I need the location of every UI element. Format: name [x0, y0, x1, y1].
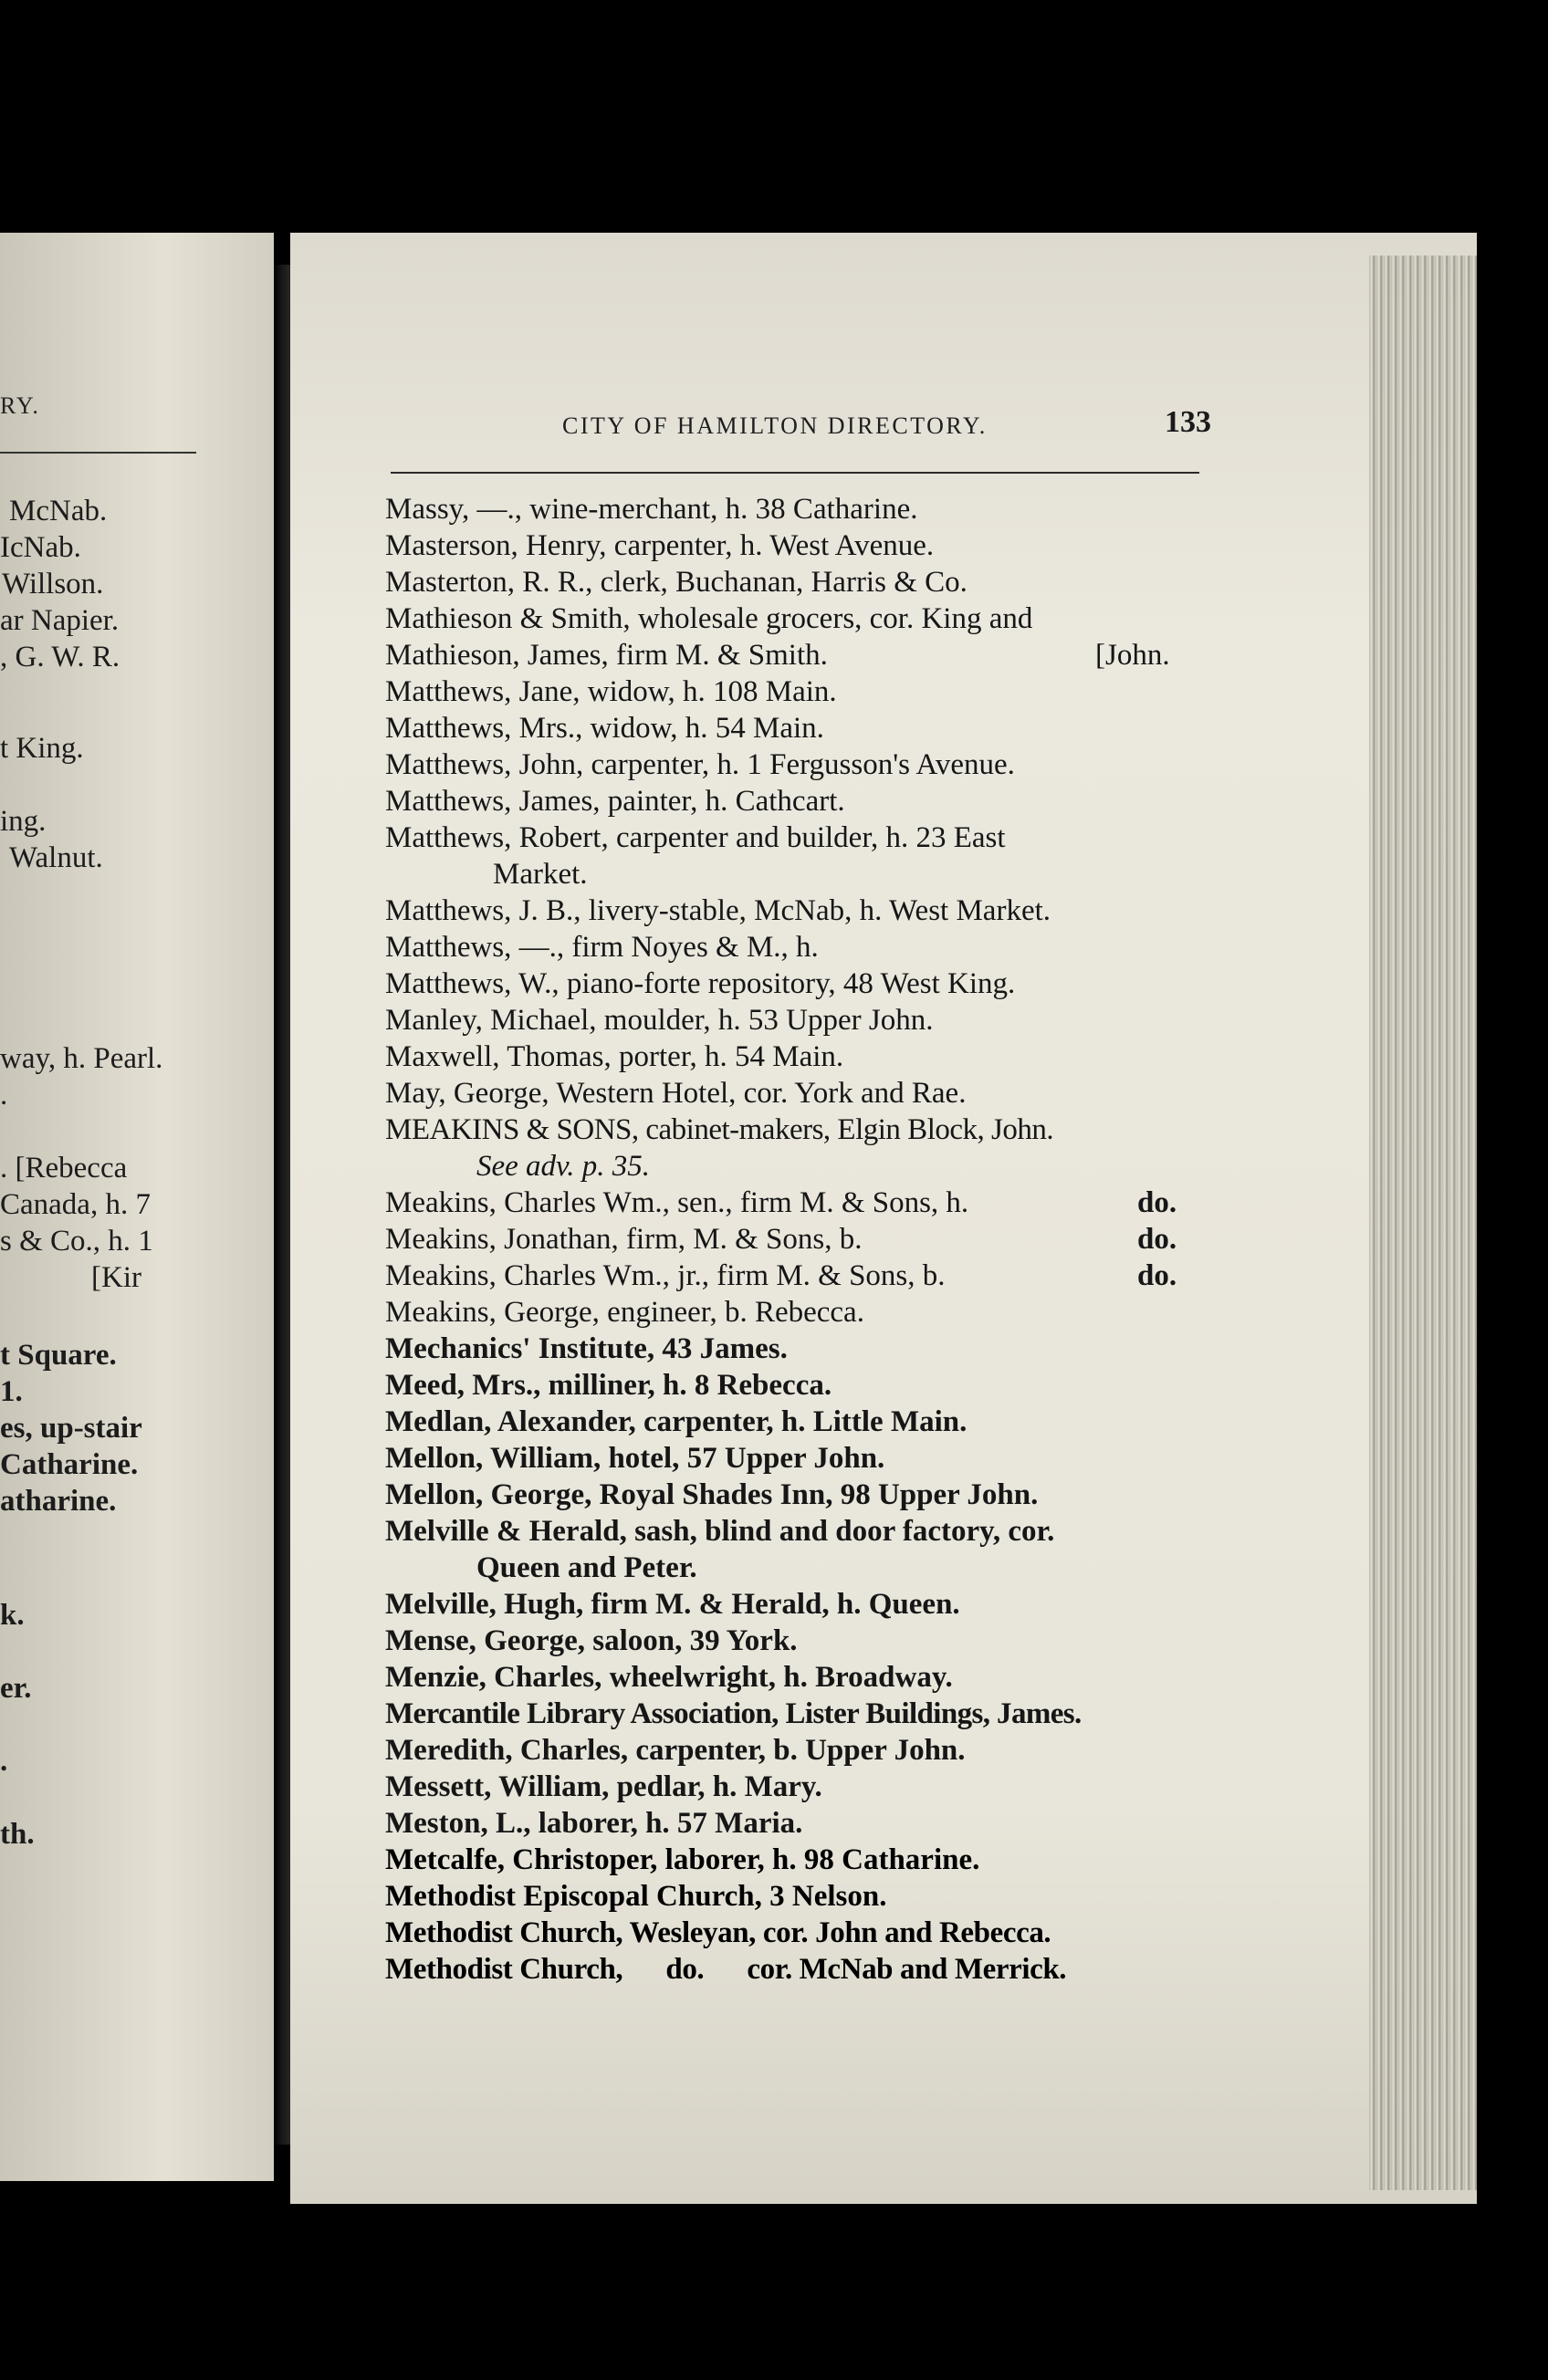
- directory-entry: Medlan, Alexander, carpenter, h. Little Main.: [385, 1405, 968, 1438]
- ditto-mark: do.: [1137, 1259, 1177, 1292]
- book-gutter: [274, 265, 292, 2145]
- directory-entry: Metcalfe, Christoper, laborer, h. 98 Catharine.: [385, 1843, 980, 1876]
- left-line: . [Rebecca: [0, 1152, 128, 1185]
- directory-entry: Melville, Hugh, firm M. & Herald, h. Queen.: [385, 1588, 960, 1621]
- directory-entry: MEAKINS & SONS, cabinet-makers, Elgin Block, John.: [385, 1113, 1054, 1146]
- directory-entry: Mense, George, saloon, 39 York.: [385, 1624, 798, 1657]
- head-rule: [391, 472, 1199, 474]
- running-head: CITY OF HAMILTON DIRECTORY.: [562, 412, 988, 439]
- directory-entry: Mathieson & Smith, wholesale grocers, cor. King and: [385, 602, 1033, 635]
- left-line: .: [0, 1745, 8, 1778]
- left-line: t King.: [0, 732, 84, 765]
- left-line: , G. W. R.: [0, 641, 120, 673]
- directory-entry: Maxwell, Thomas, porter, h. 54 Main.: [385, 1040, 844, 1073]
- left-line: IcNab.: [0, 531, 81, 564]
- directory-entry: Manley, Michael, moulder, h. 53 Upper John.: [385, 1004, 934, 1037]
- page-edges: [1369, 256, 1477, 2190]
- left-line: er.: [0, 1672, 32, 1705]
- directory-entry: Methodist Episcopal Church, 3 Nelson.: [385, 1880, 887, 1913]
- left-line: ar Napier.: [0, 604, 120, 637]
- previous-page-fragment: [0, 233, 274, 2181]
- left-line: ing.: [0, 805, 47, 838]
- directory-entry: Meakins, Charles Wm., jr., firm M. & Sons, b.: [385, 1259, 946, 1292]
- directory-entry: Matthews, —., firm Noyes & M., h.: [385, 931, 819, 964]
- directory-entry: May, George, Western Hotel, cor. York and Rae.: [385, 1077, 967, 1110]
- directory-entry: Massy, —., wine-merchant, h. 38 Catharine.: [385, 493, 918, 526]
- directory-entry: Meakins, George, engineer, b. Rebecca.: [385, 1296, 864, 1329]
- directory-entry: Mellon, George, Royal Shades Inn, 98 Upper John.: [385, 1478, 1039, 1511]
- directory-entry: Meston, L., laborer, h. 57 Maria.: [385, 1807, 803, 1840]
- page-number: 133: [1165, 405, 1211, 439]
- left-running-head: RY.: [0, 392, 40, 419]
- ditto-mark: do.: [1137, 1186, 1177, 1219]
- directory-entry: Mathieson, James, firm M. & Smith.: [385, 639, 828, 672]
- left-line: .: [0, 1079, 8, 1112]
- directory-entry-continuation: Market.: [493, 858, 588, 891]
- left-line: t Square.: [0, 1339, 117, 1372]
- directory-entry: Mellon, William, hotel, 57 Upper John.: [385, 1442, 885, 1475]
- directory-entry: Meakins, Charles Wm., sen., firm M. & Sons, h.: [385, 1186, 969, 1219]
- directory-entry: Matthews, John, carpenter, h. 1 Fergusson's Avenue.: [385, 748, 1015, 781]
- directory-entry: Matthews, Jane, widow, h. 108 Main.: [385, 675, 837, 708]
- directory-entry: Methodist Church, Wesleyan, cor. John and Rebecca.: [385, 1916, 1051, 1949]
- directory-entry: Meredith, Charles, carpenter, b. Upper John.: [385, 1734, 966, 1767]
- directory-entry: Matthews, Robert, carpenter and builder, h. 23 East: [385, 821, 1006, 854]
- left-line: Willson.: [2, 568, 104, 600]
- directory-entry: Matthews, W., piano-forte repository, 48 West King.: [385, 967, 1016, 1000]
- directory-entry: Mercantile Library Association, Lister Buildings, James.: [385, 1697, 1082, 1730]
- directory-entry: Methodist Church, do. cor. McNab and Merrick.: [385, 1953, 1067, 1986]
- directory-entry: Mechanics' Institute, 43 James.: [385, 1332, 788, 1365]
- directory-entry-continuation: Queen and Peter.: [476, 1551, 697, 1584]
- left-line: 1.: [0, 1375, 23, 1408]
- left-line: s & Co., h. 1: [0, 1225, 153, 1258]
- left-line: k.: [0, 1599, 25, 1632]
- directory-entry: Matthews, J. B., livery-stable, McNab, h. West Market.: [385, 894, 1051, 927]
- left-line: [Kir: [91, 1261, 141, 1294]
- left-line: Canada, h. 7: [0, 1188, 151, 1221]
- directory-entry: Masterton, R. R., clerk, Buchanan, Harris & Co.: [385, 566, 968, 599]
- left-line: atharine.: [0, 1485, 117, 1518]
- ditto-mark: do.: [1137, 1223, 1177, 1256]
- left-line: th.: [0, 1818, 35, 1851]
- directory-entry: Melville & Herald, sash, blind and door factory, cor.: [385, 1515, 1055, 1548]
- directory-entry: Menzie, Charles, wheelwright, h. Broadway.: [385, 1661, 953, 1694]
- left-line: McNab.: [9, 495, 108, 527]
- left-line: way, h. Pearl.: [0, 1042, 163, 1075]
- left-head-rule: [0, 452, 196, 454]
- advertisement-reference: See adv. p. 35.: [476, 1150, 650, 1183]
- left-line: es, up-stair: [0, 1412, 142, 1445]
- directory-entry: Masterson, Henry, carpenter, h. West Avenue.: [385, 529, 935, 562]
- directory-entry: Meed, Mrs., milliner, h. 8 Rebecca.: [385, 1369, 832, 1402]
- directory-entry: Matthews, Mrs., widow, h. 54 Main.: [385, 712, 824, 745]
- left-line: Walnut.: [9, 841, 103, 874]
- left-line: Catharine.: [0, 1448, 139, 1481]
- directory-entry: Messett, William, pedlar, h. Mary.: [385, 1770, 822, 1803]
- directory-entry: Meakins, Jonathan, firm, M. & Sons, b.: [385, 1223, 863, 1256]
- continuation-bracket: [John.: [1095, 639, 1170, 672]
- directory-entry: Matthews, James, painter, h. Cathcart.: [385, 785, 845, 818]
